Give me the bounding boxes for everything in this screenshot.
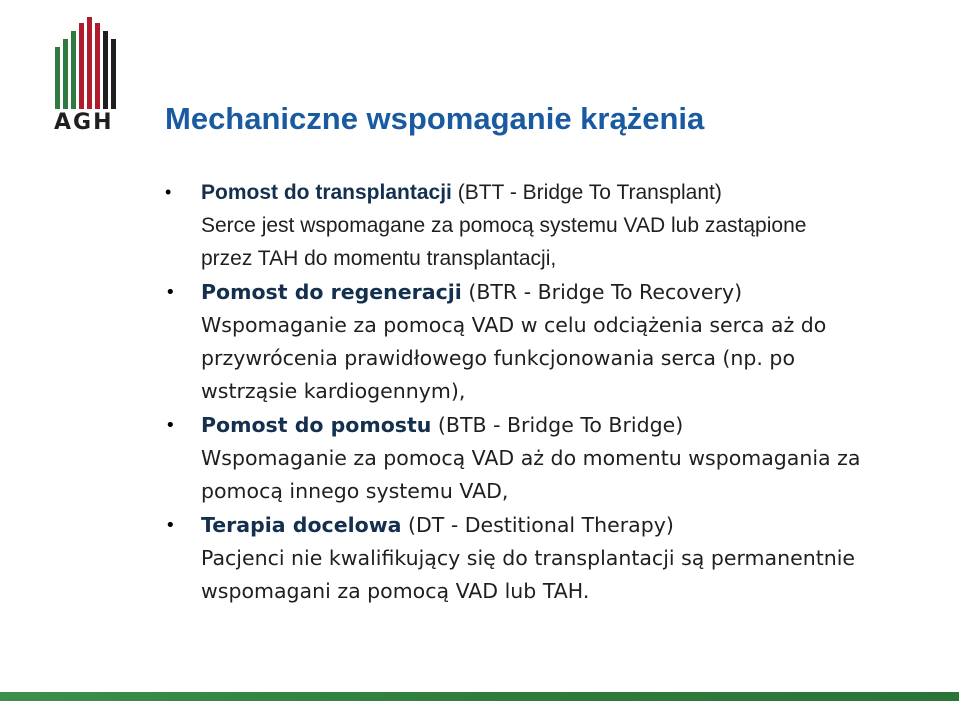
bullet-list [165, 176, 945, 609]
item-text-line: pomocą innego systemu VAD, [201, 479, 509, 503]
item-heading-detail: (BTR - Bridge To Recovery) [461, 280, 743, 304]
item-heading: Pomost do transplantacji [201, 181, 452, 204]
list-item-btb [165, 409, 945, 508]
list-item-btt [165, 176, 945, 275]
item-heading: Pomost do regeneracji [201, 280, 462, 304]
item-text-line: przez TAH do momentu transplantacji, [201, 247, 557, 270]
item-text-line: Wspomaganie za pomocą VAD w celu odciążenia serca aż do [201, 313, 827, 337]
item-text-line: Serce jest wspomagane za pomocą systemu VAD lub zastąpione [201, 214, 807, 237]
item-text-line: wspomagani za pomocą VAD lub TAH. [201, 579, 590, 603]
bullet-icon: • [165, 415, 176, 436]
bottom-accent-bar [0, 692, 959, 701]
item-heading-line [201, 509, 945, 542]
item-heading: Terapia docelowa [201, 513, 402, 537]
item-text-line: przywrócenia prawidłowego funkcjonowania serca (np. po [201, 346, 795, 370]
bullet-icon: • [165, 515, 176, 536]
page-title: Mechaniczne wspomaganie krążenia [165, 101, 705, 136]
item-heading-detail: (BTB - Bridge To Bridge) [431, 413, 684, 437]
item-text-line: Wspomaganie za pomocą VAD aż do momentu wspomagania za [201, 446, 861, 470]
item-text-line: Pacjenci nie kwalifikujący się do transplantacji są permanentnie [201, 546, 856, 570]
agh-logo [54, 17, 120, 135]
item-heading-line [201, 409, 945, 442]
item-heading-line [201, 276, 945, 309]
item-heading-line [201, 176, 945, 209]
item-heading-detail: (DT - Destitional Therapy) [401, 513, 674, 537]
list-item-btr [165, 276, 945, 408]
agh-logo-bars-icon [54, 17, 120, 109]
item-heading-detail: (BTT - Bridge To Transplant) [451, 181, 722, 204]
item-text-line: wstrząsie kardiogennym), [201, 379, 466, 403]
bullet-icon: • [165, 282, 176, 303]
list-item-dt [165, 509, 945, 608]
bullet-icon: • [165, 182, 172, 202]
agh-logo-text: AGH [54, 110, 114, 135]
item-heading: Pomost do pomostu [201, 413, 432, 437]
